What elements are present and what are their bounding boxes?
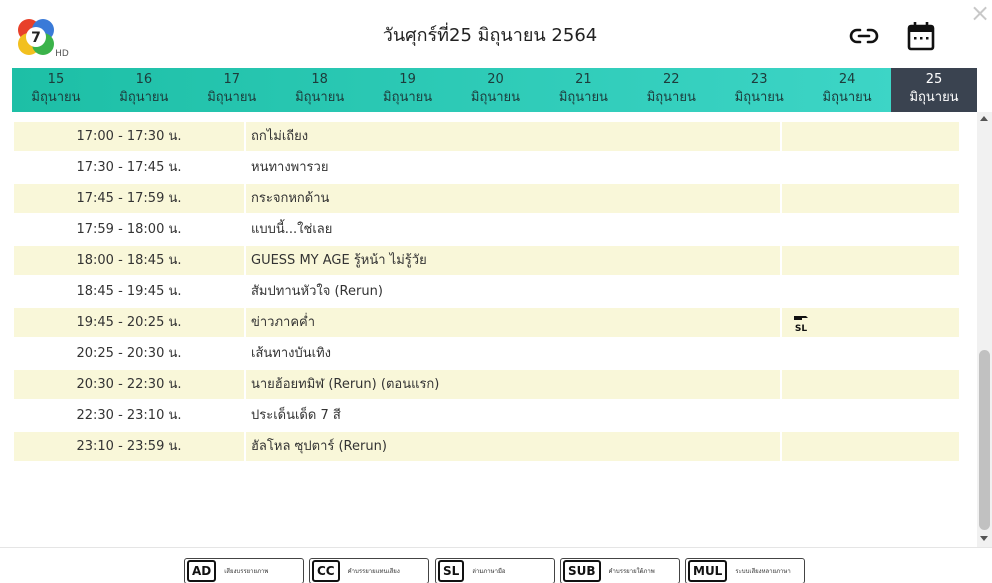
date-tab-day: 21 <box>575 72 592 87</box>
program-time: 18:45 - 19:45 น. <box>76 284 182 299</box>
schedule-row[interactable] <box>14 215 959 244</box>
program-title: หนทางพารวย <box>244 153 780 182</box>
schedule-row[interactable] <box>14 432 959 461</box>
sub-icon: SUB <box>563 560 601 582</box>
schedule-list <box>0 112 976 547</box>
program-title: แบบนี้...ใช่เลย <box>244 215 780 244</box>
date-tab-day: 20 <box>487 72 504 87</box>
scroll-down-icon[interactable] <box>980 536 988 541</box>
program-accessibility <box>780 432 959 461</box>
program-accessibility <box>780 246 959 275</box>
date-tab-day: 17 <box>223 72 241 87</box>
scrollbar[interactable] <box>977 112 992 547</box>
accessibility-legend <box>0 547 992 583</box>
date-tab-22[interactable] <box>627 68 715 112</box>
date-tab-19[interactable] <box>364 68 452 112</box>
date-tab-18[interactable] <box>276 68 364 112</box>
program-time: 20:30 - 22:30 น. <box>76 377 182 392</box>
schedule-row[interactable] <box>14 246 959 275</box>
date-tab-23[interactable] <box>715 68 803 112</box>
program-title: นายฮ้อยทมิฬ (Rerun) (ตอนแรก) <box>244 370 780 399</box>
program-time: 23:10 - 23:59 น. <box>76 439 182 454</box>
program-accessibility <box>780 339 959 368</box>
program-accessibility <box>780 277 959 306</box>
schedule-row[interactable] <box>14 184 959 213</box>
date-tab-month: มิถุนายน <box>207 90 257 105</box>
schedule-row[interactable] <box>14 308 959 337</box>
date-tab-day: 18 <box>311 72 328 87</box>
close-icon[interactable]: × <box>969 0 991 27</box>
cc-icon: CC <box>312 560 340 582</box>
scroll-up-icon[interactable] <box>980 116 988 121</box>
program-title: กระจกหกด้าน <box>244 184 780 213</box>
calendar-icon[interactable] <box>905 20 937 52</box>
date-tab-month: มิถุนายน <box>822 90 872 105</box>
program-accessibility <box>780 122 959 151</box>
program-time: 17:45 - 17:59 น. <box>76 191 182 206</box>
schedule-row[interactable] <box>14 339 959 368</box>
program-title: GUESS MY AGE รู้หน้า ไม่รู้วัย <box>244 246 780 275</box>
program-accessibility <box>780 308 959 337</box>
date-tab-24[interactable] <box>803 68 891 112</box>
date-tab-20[interactable] <box>452 68 540 112</box>
program-time: 20:25 - 20:30 น. <box>76 346 182 361</box>
date-tab-month: มิถุนายน <box>646 90 696 105</box>
program-accessibility <box>780 184 959 213</box>
date-tab-month: มิถุนายน <box>295 90 345 105</box>
program-time: 18:00 - 18:45 น. <box>76 253 182 268</box>
date-tab-25[interactable] <box>891 68 977 112</box>
date-tab-month: มิถุนายน <box>909 90 959 105</box>
date-tab-month: มิถุนายน <box>470 90 521 105</box>
schedule-row[interactable] <box>14 401 959 430</box>
legend-ad <box>184 558 304 583</box>
program-title: เส้นทางบันเทิง <box>244 339 780 368</box>
header <box>0 0 992 68</box>
program-title: ฮัลโหล ซุปตาร์ (Rerun) <box>244 432 780 461</box>
legend-label: ระบบเสียงหลายภาษา <box>735 568 791 575</box>
legend-label: คำบรรยายใต้ภาพ <box>608 568 655 575</box>
program-title: สัมปทานหัวใจ (Rerun) <box>244 277 780 306</box>
sign-language-icon <box>792 313 812 333</box>
program-accessibility <box>780 215 959 244</box>
ad-icon: AD <box>187 560 216 582</box>
date-tab-21[interactable] <box>539 68 627 112</box>
program-time: 17:59 - 18:00 น. <box>76 222 182 237</box>
logo-sub: HD <box>55 49 69 59</box>
program-title: ถกไม่เถียง <box>244 122 780 151</box>
sign-language-icon-text: SL <box>794 324 808 333</box>
date-tab-day: 16 <box>135 72 153 87</box>
date-tab-day: 25 <box>925 72 943 87</box>
legend-sub <box>560 558 680 583</box>
legend-label: คำบรรยายแทนเสียง <box>347 568 400 575</box>
legend-label: เสียงบรรยายภาพ <box>224 568 269 575</box>
logo-text: 7 <box>31 30 41 46</box>
scrollbar-thumb[interactable] <box>979 350 990 530</box>
date-tab-month: มิถุนายน <box>558 90 608 105</box>
program-accessibility <box>780 370 959 399</box>
program-accessibility <box>780 401 959 430</box>
date-tab-16[interactable] <box>100 68 188 112</box>
date-tab-day: 24 <box>838 72 856 87</box>
date-tab-month: มิถุนายน <box>119 90 169 105</box>
legend-mul <box>685 558 805 583</box>
date-tab-month: มิถุนายน <box>383 90 433 105</box>
link-icon[interactable] <box>848 22 880 50</box>
date-tab-day: 19 <box>399 72 416 87</box>
program-time: 19:45 - 20:25 น. <box>76 315 182 330</box>
schedule-row[interactable] <box>14 370 959 399</box>
date-tab-17[interactable] <box>188 68 276 112</box>
schedule-row[interactable] <box>14 153 959 182</box>
program-accessibility <box>780 153 959 182</box>
date-tabs <box>12 68 977 112</box>
program-time: 17:30 - 17:45 น. <box>76 160 182 175</box>
page-title: วันศุกร์ที่25 มิถุนายน 2564 <box>382 25 598 46</box>
legend-label: ล่ามภาษามือ <box>472 568 506 575</box>
mul-icon: MUL <box>688 560 727 582</box>
legend-sl <box>435 558 555 583</box>
schedule-row[interactable] <box>14 277 959 306</box>
date-tab-day: 23 <box>750 72 768 87</box>
date-tab-day: 22 <box>663 72 680 87</box>
program-time: 17:00 - 17:30 น. <box>76 129 182 144</box>
legend-cc <box>309 558 429 583</box>
program-title: ข่าวภาคค่ำ <box>244 308 780 337</box>
date-tab-15[interactable] <box>12 68 100 112</box>
date-tab-month: มิถุนายน <box>734 90 784 105</box>
program-title: ประเด็นเด็ด 7 สี <box>244 401 780 430</box>
date-tab-month: มิถุนายน <box>31 90 81 105</box>
schedule-row[interactable] <box>14 122 959 151</box>
program-time: 22:30 - 23:10 น. <box>76 408 182 423</box>
date-tab-day: 15 <box>47 72 65 87</box>
sl-icon: SL <box>438 560 464 582</box>
